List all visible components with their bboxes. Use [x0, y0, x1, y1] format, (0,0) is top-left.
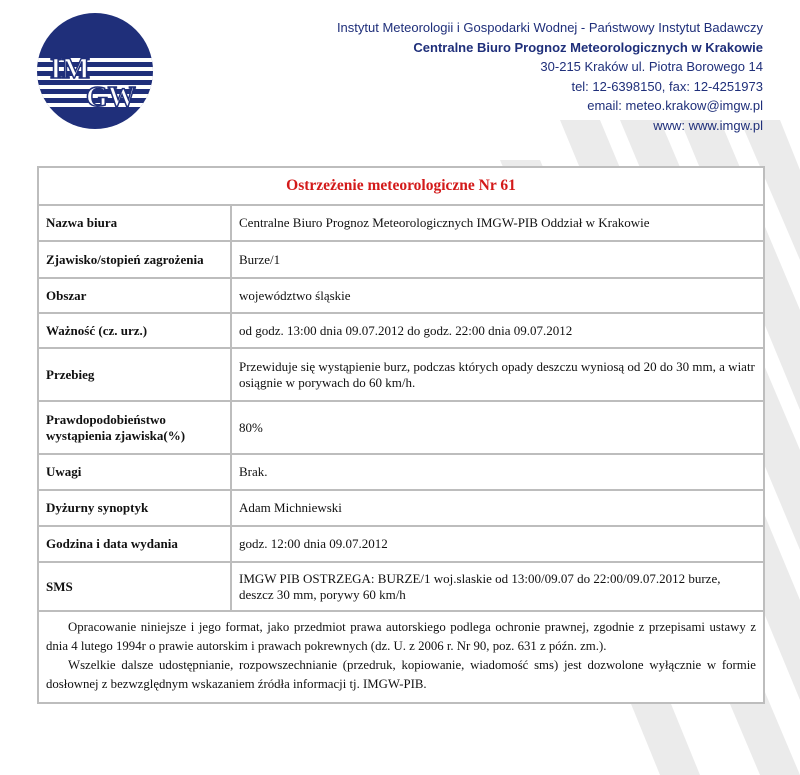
copyright-paragraph-1: Opracowanie niniejsze i jego format, jako przedmiot prawa autorskiego podlega ochronie prawnej, zgodnie z przepisami ustawy z dnia 4 lutego 1994r o prawie autorskim i prawach pokrewnych (dz. U. z 2006 r. Nr 90, poz. 631 z późn. zm.).	[46, 620, 756, 653]
row-value-sms: IMGW PIB OSTRZEGA: BURZE/1 woj.slaskie od 13:00/09.07 do 22:00/09.07.2012 burze, deszcz 30 mm, porywy 60 km/h	[231, 562, 764, 611]
row-label-area: Obszar	[38, 278, 231, 313]
email[interactable]: email: meteo.krakow@imgw.pl	[587, 98, 763, 113]
row-value-area: województwo śląskie	[231, 278, 764, 313]
row-label-course: Przebieg	[38, 348, 231, 401]
warning-title: Ostrzeżenie meteorologiczne Nr 61	[38, 167, 764, 205]
row-value-remarks: Brak.	[231, 454, 764, 490]
row-label-remarks: Uwagi	[38, 454, 231, 490]
row-label-issued: Godzina i data wydania	[38, 526, 231, 562]
phone-fax: tel: 12-6398150, fax: 12-4251973	[571, 78, 763, 94]
row-value-forecaster: Adam Michniewski	[231, 490, 764, 526]
imgw-logo	[36, 12, 154, 130]
row-value-probability: 80%	[231, 401, 764, 454]
warning-table	[37, 166, 765, 704]
row-label-office: Nazwa biura	[38, 205, 231, 241]
row-value-validity: od godz. 13:00 dnia 09.07.2012 do godz. 22:00 dnia 09.07.2012	[231, 313, 764, 348]
row-value-issued: godz. 12:00 dnia 09.07.2012	[231, 526, 764, 562]
row-label-probability: Prawdopodobieństwo wystąpienia zjawiska(%)	[38, 401, 231, 454]
address: 30-215 Kraków ul. Piotra Borowego 14	[540, 59, 763, 74]
row-value-course: Przewiduje się wystąpienie burz, podczas których opady deszczu wyniosą od 20 do 30 mm, a wiatr osiągnie w porywach do 60 km/h.	[231, 348, 764, 401]
row-label-sms: SMS	[38, 562, 231, 611]
row-label-forecaster: Dyżurny synoptyk	[38, 490, 231, 526]
row-value-office: Centralne Biuro Prognoz Meteorologicznych IMGW-PIB Oddział w Krakowie	[231, 205, 764, 241]
copyright-notice	[38, 611, 764, 703]
institute-name: Instytut Meteorologii i Gospodarki Wodnej - Państwowy Instytut Badawczy	[336, 20, 763, 35]
copyright-paragraph-2: Wszelkie dalsze udostępnianie, rozpowszechnianie (przedruk, kopiowanie, wiadomość sms) jest dozwolone wyłącznie w formie dosłownej z bezwzględnym wskazaniem źródła informacji tj. IMGW-PIB.	[46, 658, 756, 691]
row-label-validity: Ważność (cz. urz.)	[38, 313, 231, 348]
website[interactable]: www: www.imgw.pl	[653, 117, 763, 133]
logo-text-im: IM	[50, 52, 90, 85]
row-label-phenomenon: Zjawisko/stopień zagrożenia	[38, 241, 231, 278]
institute-header	[337, 18, 763, 135]
row-value-phenomenon: Burze/1	[231, 241, 764, 278]
office-name: Centralne Biuro Prognoz Meteorologicznych w Krakowie	[413, 39, 763, 55]
logo-text-gw: GW	[86, 82, 136, 113]
